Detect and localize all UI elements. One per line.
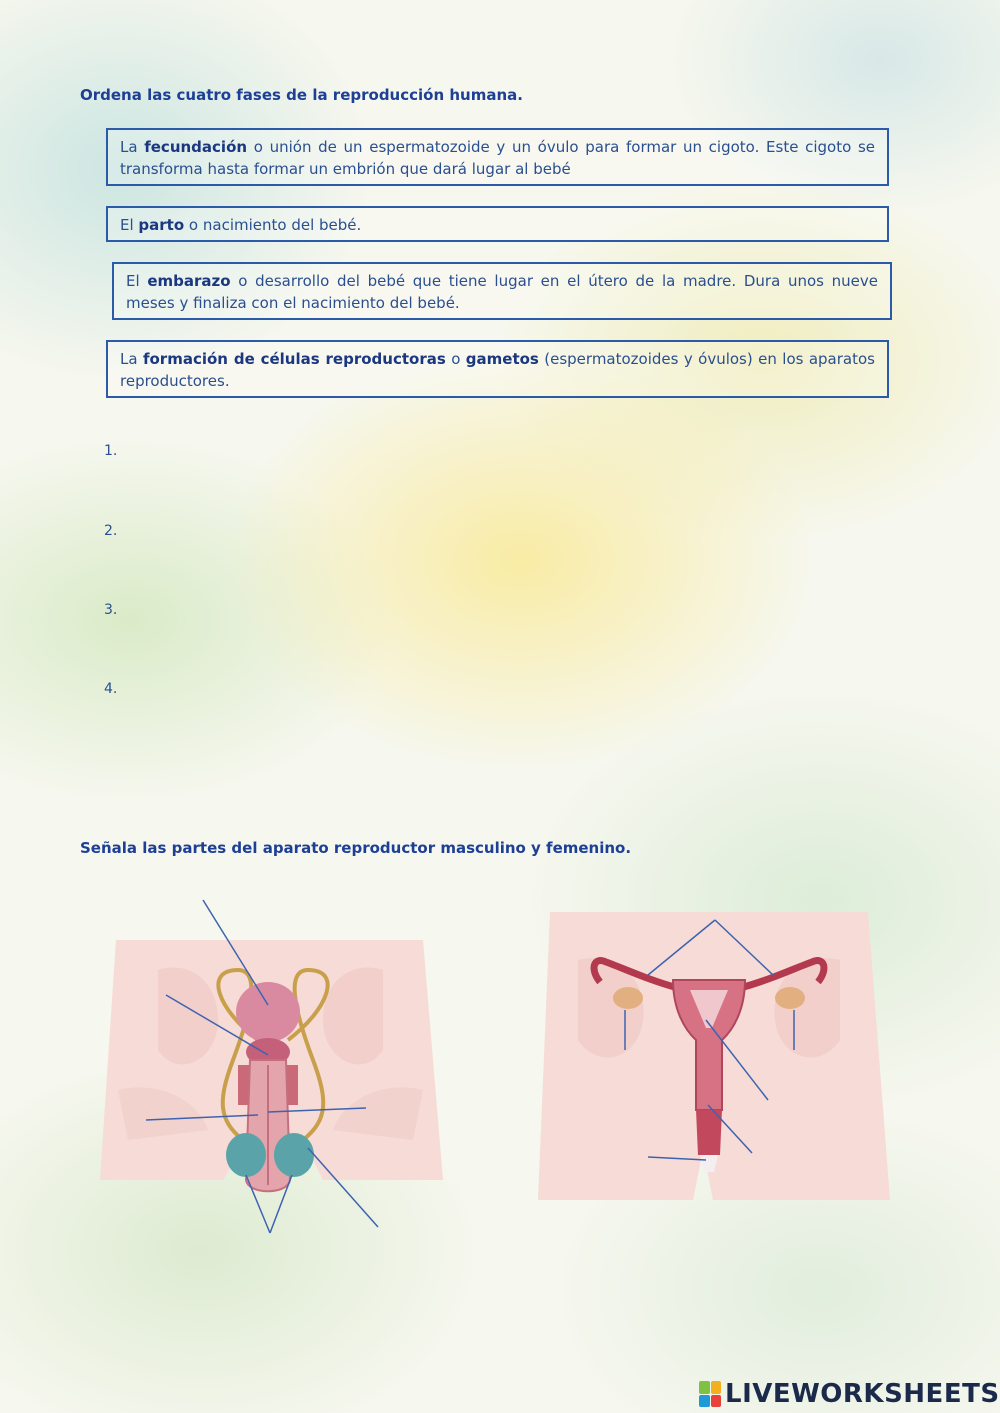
card-text-bold: formación de células reproductoras [142, 350, 446, 368]
card-text-pre: El [126, 272, 148, 290]
phase-card-parto[interactable] [106, 206, 889, 242]
logo-square-blue [699, 1395, 710, 1408]
card-text-mid: o unión de un espermatozoide y un óvulo para formar un cigoto. Este cigoto se transforma hasta formar un embrión que dará lugar al bebé [120, 138, 875, 178]
liveworksheets-logo-icon [699, 1381, 721, 1407]
instruction-label-parts: Señala las partes del aparato reproductor masculino y femenino. [80, 839, 632, 857]
testicle-left [226, 1133, 266, 1177]
ovary-right [775, 987, 805, 1009]
female-reproductive-diagram [528, 910, 890, 1215]
card-text-post: (espermatozoides y óvulos) en los aparatos reproductores. [120, 350, 875, 390]
card-text-mid: o [445, 350, 466, 368]
card-text-mid: o nacimiento del bebé. [184, 216, 362, 234]
card-text-bold: fecundación [144, 138, 248, 156]
logo-square-green [699, 1381, 710, 1394]
card-text-pre: La [120, 350, 143, 368]
male-reproductive-diagram [98, 890, 443, 1240]
answer-slot-1-number: 1. [104, 443, 118, 459]
answer-slot-2-number: 2. [104, 523, 118, 539]
answer-slot-4-number: 4. [104, 681, 118, 697]
bladder [236, 982, 300, 1042]
card-text-bold: parto [138, 216, 185, 234]
logo-square-yellow [711, 1381, 722, 1394]
logo-square-red [711, 1395, 722, 1408]
card-text-bold-2: gametos [465, 350, 539, 368]
card-text-pre: La [120, 138, 145, 156]
answer-slot-3-number: 3. [104, 602, 118, 618]
liveworksheets-logo[interactable] [699, 1378, 1000, 1410]
card-text-pre: El [120, 216, 139, 234]
instruction-order-phases: Ordena las cuatro fases de la reproducción humana. [80, 86, 523, 104]
phase-card-fecundacion[interactable] [106, 128, 889, 186]
liveworksheets-logo-text: LIVEWORKSHEETS [725, 1379, 1000, 1409]
phase-card-embarazo[interactable] [112, 262, 892, 320]
card-text-mid: o desarrollo del bebé que tiene lugar en el útero de la madre. Dura unos nueve meses y finaliza con el nacimiento del bebé. [126, 272, 878, 312]
phase-card-gametos[interactable] [106, 340, 889, 398]
testicle-right [274, 1133, 314, 1177]
ovary-left [613, 987, 643, 1009]
card-text-bold: embarazo [147, 272, 231, 290]
